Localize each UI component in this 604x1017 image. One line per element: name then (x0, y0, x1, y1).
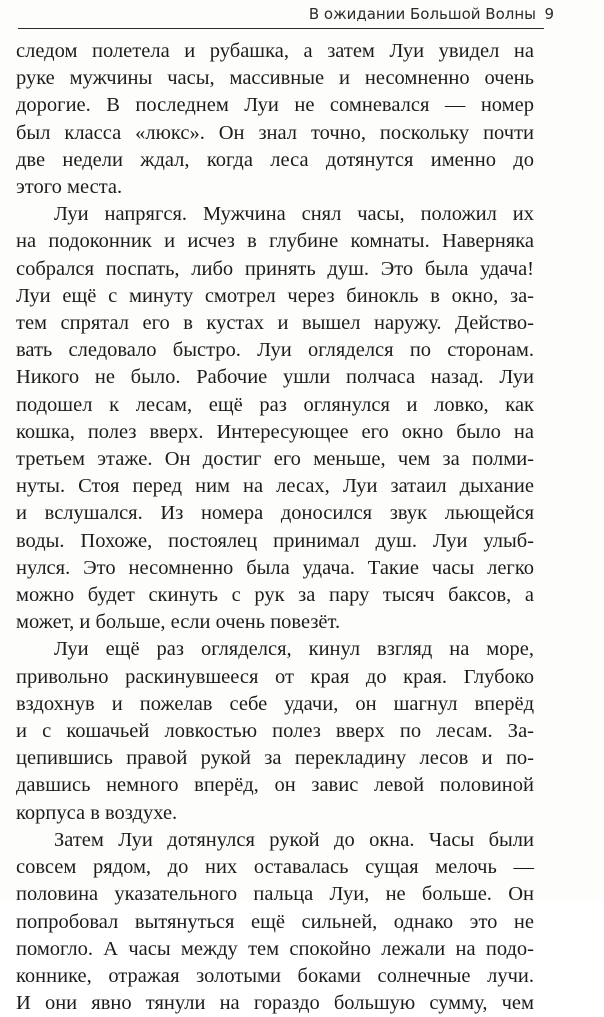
text-line: воды. Похоже, постоялец принимал душ. Луи улыб- (16, 529, 534, 552)
text-line: следом полетела и рубашка, а затем Луи увидел на (16, 40, 534, 62)
text-line: нулся. Это несомненно была удача. Такие часы легко (16, 556, 534, 579)
running-header (0, 0, 604, 30)
text-line: собрался поспать, либо принять душ. Это была удача! (16, 257, 534, 280)
text-line: и вслушался. Из номера доносился звук льющейся (16, 502, 534, 525)
body-text (16, 38, 534, 1017)
text-line: цепившись правой рукой за перекладину лесов и по- (16, 747, 534, 770)
text-line: руке мужчины часы, массивные и несомненно очень (16, 67, 534, 90)
text-line: может, и больше, если очень повезёт. (16, 611, 341, 634)
text-line: Луи напрягся. Мужчина снял часы, положил их (54, 203, 534, 226)
text-line: вздохнув и пожелав себе удачи, он шагнул вперёд (16, 692, 534, 715)
text-line: помогло. А часы между тем спокойно лежали на подо- (16, 937, 534, 960)
text-line: половина указательного пальца Луи, не больше. Он (16, 883, 534, 906)
text-line: был класса «люкс». Он знал точно, поскольку почти (16, 121, 534, 144)
paragraph (16, 827, 534, 1017)
text-line: третьем этаже. Он достиг его меньше, чем за полми- (16, 448, 534, 471)
text-line: вать следовало быстро. Луи огляделся по сторонам. (16, 339, 534, 362)
text-line: попробовал вытянуться ещё сильней, однако это не (16, 910, 534, 933)
header-rule (18, 28, 544, 29)
text-line: коннике, отражая золотыми боками солнечные лучи. (16, 964, 534, 987)
text-line: привольно раскинувшееся от края до края. Глубоко (16, 665, 534, 688)
text-line: нуты. Стоя перед ним на лесах, Луи затаил дыхание (16, 475, 534, 498)
text-line: Затем Луи дотянулся рукой до окна. Часы были (54, 828, 534, 851)
running-title: В ожидании Большой Волны (308, 5, 536, 23)
text-line: Никого не было. Рабочие ушли полчаса назад. Луи (16, 366, 534, 389)
paragraph (16, 38, 534, 201)
text-line: совсем рядом, до них оставалась сущая мелочь — (16, 856, 534, 879)
page-number: 9 (544, 5, 554, 23)
text-line: на подоконник и исчез в глубине комнаты. Наверняка (16, 230, 534, 253)
text-line: давшись немного вперёд, он завис левой половиной (16, 774, 534, 797)
paragraph (16, 201, 534, 636)
text-line: дорогие. В последнем Луи не сомневался — номер (16, 94, 534, 117)
paragraph (16, 636, 534, 826)
text-line: Луи ещё с минуту смотрел через бинокль в окно, за- (16, 284, 534, 307)
text-line: кошка, полез вверх. Интересующее его окно было на (16, 420, 534, 443)
text-line: подошел к лесам, ещё раз оглянулся и ловко, как (16, 393, 534, 416)
text-line: две недели ждал, когда леса дотянутся именно до (16, 148, 534, 171)
text-line: корпуса в воздухе. (16, 801, 178, 824)
text-line: тем спрятал его в кустах и вышел наружу. Действо- (16, 312, 534, 335)
text-line: Луи ещё раз огляделся, кинул взгляд на море, (54, 638, 534, 661)
text-line: и с кошачьей ловкостью полез вверх по лесам. За- (16, 720, 534, 743)
text-line: можно будет скинуть с рук за пару тысяч баксов, а (16, 584, 534, 607)
text-line: этого места. (16, 176, 123, 199)
text-line: И они явно тянули на гораздо большую сумму, чем (16, 992, 534, 1015)
